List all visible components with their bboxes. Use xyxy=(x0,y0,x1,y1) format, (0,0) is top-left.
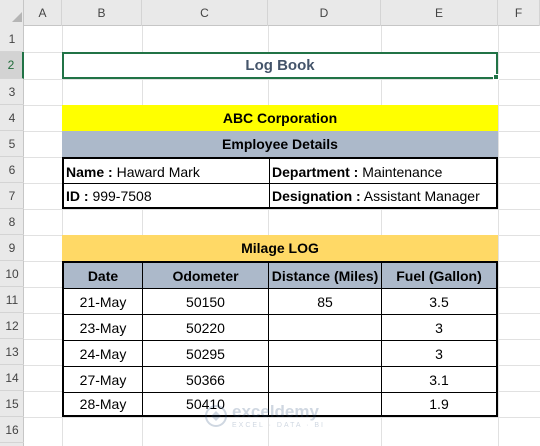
exceldemy-logo-icon xyxy=(205,405,227,427)
watermark-name: exceldemy xyxy=(232,401,319,421)
odometer-cell[interactable]: 50366 xyxy=(143,367,268,392)
employee-details-label: Employee Details xyxy=(222,136,338,152)
department-value: Maintenance xyxy=(358,163,443,180)
column-header-b[interactable]: B xyxy=(62,0,142,26)
row-header-4[interactable]: 4 xyxy=(0,105,24,131)
column-header-d[interactable]: D xyxy=(268,0,381,26)
odometer-cell[interactable]: 50410 xyxy=(143,393,268,415)
date-cell[interactable]: 24-May xyxy=(64,341,142,366)
column-header-fuel[interactable]: Fuel (Gallon) xyxy=(396,267,482,284)
fuel-cell[interactable]: 1.9 xyxy=(382,393,496,415)
fuel-cell[interactable]: 3.5 xyxy=(382,289,496,314)
id-label: ID : xyxy=(66,187,89,204)
employee-department-cell[interactable] xyxy=(272,160,494,183)
distance-cell[interactable] xyxy=(269,341,381,366)
select-all-triangle-icon xyxy=(12,12,22,22)
row-header-13[interactable]: 13 xyxy=(0,339,24,365)
row-header-6[interactable]: 6 xyxy=(0,157,24,183)
designation-value: Assistant Manager xyxy=(360,187,480,204)
column-header-e[interactable]: E xyxy=(381,0,498,26)
date-cell[interactable]: 21-May xyxy=(64,289,142,314)
milage-log-label: Milage LOG xyxy=(241,240,319,256)
row-header-2[interactable]: 2 xyxy=(0,52,24,79)
date-cell[interactable]: 27-May xyxy=(64,367,142,392)
fuel-cell[interactable]: 3.1 xyxy=(382,367,496,392)
column-header-a[interactable]: A xyxy=(24,0,62,26)
watermark-tagline: EXCEL · DATA · BI xyxy=(232,421,325,429)
fill-handle[interactable] xyxy=(493,74,499,80)
row-header-10[interactable]: 10 xyxy=(0,261,24,287)
row-header-11[interactable]: 11 xyxy=(0,287,24,313)
column-header-f[interactable]: F xyxy=(498,0,540,26)
name-value: Haward Mark xyxy=(112,163,200,180)
watermark xyxy=(205,398,355,434)
company-band[interactable] xyxy=(62,105,498,131)
column-header-date[interactable]: Date xyxy=(87,267,119,284)
column-header-c[interactable]: C xyxy=(142,0,268,26)
company-name: ABC Corporation xyxy=(222,110,338,126)
row-header-5[interactable]: 5 xyxy=(0,131,24,157)
date-cell[interactable]: 28-May xyxy=(64,393,142,415)
gridline xyxy=(24,209,540,210)
fuel-cell[interactable]: 3 xyxy=(382,315,496,340)
page-title: Log Book xyxy=(245,57,315,74)
distance-cell[interactable] xyxy=(269,315,381,340)
distance-cell[interactable]: 85 xyxy=(269,289,381,314)
employee-details-table xyxy=(62,157,498,209)
odometer-cell[interactable]: 50220 xyxy=(143,315,268,340)
row-header-15[interactable]: 15 xyxy=(0,391,24,417)
employee-id-cell[interactable] xyxy=(66,184,266,207)
log-book-title-cell[interactable] xyxy=(62,52,498,79)
name-label: Name : xyxy=(66,163,113,180)
row-header-16[interactable]: 16 xyxy=(0,417,24,443)
row-header-3[interactable]: 3 xyxy=(0,79,24,105)
fuel-cell[interactable]: 3 xyxy=(382,341,496,366)
distance-cell[interactable] xyxy=(269,367,381,392)
row-header-14[interactable]: 14 xyxy=(0,365,24,391)
row-header-8[interactable]: 8 xyxy=(0,209,24,235)
gridline xyxy=(24,79,540,80)
department-label: Department : xyxy=(272,163,359,180)
odometer-cell[interactable]: 50295 xyxy=(143,341,268,366)
row-header-12[interactable]: 12 xyxy=(0,313,24,339)
milage-log-table xyxy=(62,261,498,417)
row-header-1[interactable]: 1 xyxy=(0,26,24,52)
row-header-9[interactable]: 9 xyxy=(0,235,24,261)
employee-details-header[interactable] xyxy=(62,131,498,157)
designation-label: Designation : xyxy=(272,187,361,204)
milage-log-header[interactable] xyxy=(62,235,498,261)
employee-designation-cell[interactable] xyxy=(272,184,496,207)
gridline xyxy=(498,26,499,446)
date-cell[interactable]: 23-May xyxy=(64,315,142,340)
employee-name-cell[interactable] xyxy=(66,160,266,183)
column-header-odometer[interactable]: Odometer xyxy=(172,267,239,284)
row-header-7[interactable]: 7 xyxy=(0,183,24,209)
odometer-cell[interactable]: 50150 xyxy=(143,289,268,314)
column-header-distance[interactable]: Distance (Miles) xyxy=(271,267,379,284)
id-value: 999-7508 xyxy=(88,187,152,204)
